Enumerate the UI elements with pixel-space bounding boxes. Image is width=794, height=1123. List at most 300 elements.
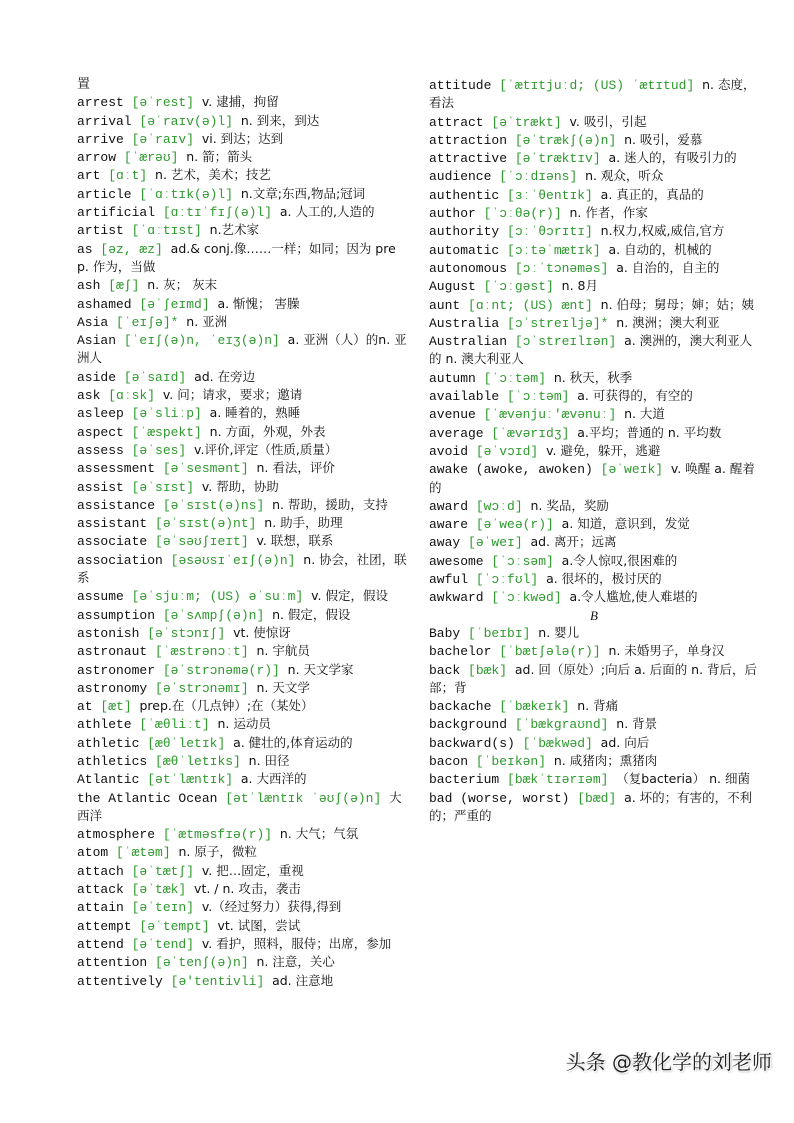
- entry-word: assessment: [77, 461, 156, 477]
- entry-word: attract: [429, 114, 484, 130]
- entry-definition: a. 迷人的，有吸引力的: [608, 150, 737, 166]
- entry-phonetic: [ɔːtəˈmætɪk]: [507, 242, 601, 258]
- entry-word: attempt: [77, 918, 132, 934]
- entry-word: astonish: [77, 625, 140, 641]
- entry-word: avenue: [429, 407, 476, 423]
- dictionary-entry: [429, 570, 759, 588]
- watermark: 头条 @教化学的刘老师: [565, 1050, 772, 1074]
- entry-definition: n. 假定，假设: [272, 606, 351, 622]
- entry-word: attach: [77, 863, 124, 879]
- entry-word: author: [429, 206, 476, 222]
- entry-word: ash: [77, 278, 101, 294]
- entry-word: award: [429, 498, 469, 514]
- dictionary-entry: [429, 588, 759, 606]
- entry-word: assistance: [77, 497, 156, 513]
- dictionary-entry: [429, 405, 759, 423]
- entry-phonetic: [ˈæθliːt]: [139, 717, 210, 733]
- entry-phonetic: [ˈæstrənɔːt]: [155, 644, 249, 660]
- entry-phonetic: [əˈsʌmpʃ(ə)n]: [162, 607, 265, 623]
- entry-phonetic: [ˈætməsfɪə(r)]: [162, 827, 273, 843]
- entry-word: attractive: [429, 151, 508, 167]
- entry-phonetic: [əˈraɪv(ə)l]: [139, 113, 234, 129]
- dictionary-entry: [77, 770, 407, 788]
- entry-definition: v. 唤醒 a. 醒着的: [429, 461, 755, 495]
- entry-word: bacterium: [429, 772, 500, 788]
- entry-definition: v. 看护，照料，服侍；出席，参加: [201, 935, 392, 951]
- entry-definition: a. 澳洲的，澳大利亚人的 n. 澳大利亚人: [429, 333, 753, 367]
- entry-word: Australian: [429, 334, 508, 350]
- entry-phonetic: [ˈɑːtɪst]: [131, 223, 202, 239]
- entry-definition: v. 联想，联系: [256, 533, 334, 549]
- entry-phonetic: [ˈætəm]: [116, 845, 171, 861]
- entry-definition: n.权力,权威,威信,官方: [600, 223, 725, 239]
- dictionary-entry: [77, 459, 407, 477]
- entry-word: artist: [77, 223, 124, 239]
- entry-phonetic: [əˈtæk]: [131, 882, 187, 898]
- entry-definition: n. 天文学: [256, 679, 310, 695]
- entry-word: athletic: [77, 735, 140, 751]
- entry-definition: vt. 试图，尝试: [217, 917, 301, 933]
- entry-definition: n. 协会，社团，联系: [77, 551, 407, 586]
- dictionary-entry: [77, 331, 407, 368]
- entry-word: bad (worse, worst): [429, 790, 570, 806]
- entry-word: automatic: [429, 242, 500, 258]
- dictionary-entry: [429, 387, 759, 405]
- entry-definition: ad. 在旁边: [194, 368, 256, 384]
- dictionary-entry: [429, 222, 759, 240]
- entry-definition: vi. 到达；达到: [201, 130, 284, 146]
- dictionary-entry: [77, 679, 407, 697]
- entry-definition: v. 帮助，协助: [201, 478, 279, 494]
- entry-word: back: [429, 662, 461, 678]
- right-column: [429, 76, 759, 825]
- entry-phonetic: [ətˈlæntɪk]: [147, 772, 234, 788]
- entry-phonetic: [əˈstrɔnəmɪ]: [155, 680, 249, 696]
- entry-definition: ad. 离开；远离: [530, 534, 617, 550]
- entry-phonetic: [əˈses]: [131, 442, 187, 458]
- entry-phonetic: [ˈɔːgəst]: [483, 279, 554, 295]
- dictionary-entry: [77, 112, 407, 130]
- entry-word: average: [429, 425, 484, 441]
- dictionary-entry: [77, 661, 407, 679]
- dictionary-entry: [77, 203, 407, 221]
- entry-definition: n. 原子，微粒: [178, 844, 257, 860]
- entry-definition: a. 惭愧； 害臊: [217, 295, 300, 311]
- entry-word: audience: [429, 169, 492, 185]
- entry-word: bacon: [429, 753, 469, 769]
- entry-phonetic: [ˈævənjuː'ævənuː]: [483, 407, 617, 423]
- entry-definition: n. 田径: [248, 752, 290, 768]
- entry-definition: vt. / n. 攻击，袭击: [194, 881, 301, 897]
- entry-phonetic: [æθˈletɪks]: [155, 753, 241, 769]
- entry-word: athlete: [77, 717, 132, 733]
- entry-definition: n. 艺术，美术；技艺: [155, 167, 271, 183]
- entry-definition: a. 真正的，真品的: [600, 186, 704, 202]
- entry-word: attention: [77, 955, 148, 971]
- entry-phonetic: [əˈtrækt]: [491, 114, 562, 130]
- dictionary-entry: [77, 825, 407, 843]
- entry-phonetic: [ˈbækeɪk]: [499, 699, 570, 715]
- dictionary-entry: [77, 478, 407, 496]
- dictionary-entry: [77, 532, 407, 550]
- entry-word: associate: [77, 534, 148, 550]
- entry-definition: n. 大气；气氛: [279, 826, 359, 842]
- entry-definition: n. 帮助，援助，支持: [272, 496, 388, 512]
- dictionary-entry: [77, 697, 407, 715]
- entry-phonetic: [əˈstrɔnəmə(r)]: [162, 662, 280, 678]
- entry-word: bachelor: [429, 644, 492, 660]
- dictionary-entry: [429, 332, 759, 369]
- entry-phonetic: [ˈbækgraʊnd]: [514, 717, 609, 733]
- entry-word: away: [429, 535, 461, 551]
- entry-definition: a. 睡着的，熟睡: [209, 405, 301, 421]
- entry-word: August: [429, 279, 476, 295]
- entry-phonetic: [ˈɔːsəm]: [491, 553, 554, 569]
- entry-word: backward(s): [429, 735, 515, 751]
- dictionary-entry: [429, 460, 759, 497]
- entry-definition: n. 背痛: [577, 698, 619, 714]
- entry-phonetic: [ɑːtɪˈfɪʃ(ə)l]: [162, 205, 273, 221]
- entry-word: Baby: [429, 625, 461, 641]
- entry-word: assistant: [77, 516, 148, 532]
- entry-definition: v. 避免，躲开，逃避: [546, 442, 661, 458]
- dictionary-entry: [77, 917, 407, 935]
- entry-definition: n.文章;东西,物品;冠词: [240, 185, 366, 201]
- entry-definition: v. 把…固定，重视: [201, 862, 304, 878]
- dictionary-entry: [429, 167, 759, 185]
- entry-phonetic: [ˈætɪtjuːd; (US) ˈætɪtud]: [499, 78, 695, 93]
- entry-definition: n. 奖品，奖励: [530, 497, 609, 513]
- entry-phonetic: [bæd]: [577, 790, 617, 806]
- entry-phonetic: [əˈweɪk]: [600, 462, 664, 478]
- dictionary-entry: [77, 624, 407, 642]
- entry-phonetic: [ɑːnt; (US) ænt]: [468, 297, 593, 313]
- dictionary-entry: [77, 972, 407, 990]
- dictionary-entry: [429, 497, 759, 515]
- entry-word: arrival: [77, 113, 132, 129]
- entry-word: aside: [77, 369, 117, 385]
- dictionary-entry: [429, 296, 759, 314]
- dictionary-entry: [77, 606, 407, 624]
- entry-word: athletics: [77, 753, 148, 769]
- entry-definition: v. 假定，假设: [311, 588, 388, 604]
- entry-phonetic: [ˈeɪʃ(ə)n, ˈeɪʒ(ə)n]: [123, 333, 280, 349]
- entry-phonetic: [əˈstɔnɪʃ]: [147, 625, 226, 641]
- entry-definition: a. 健壮的,体育运动的: [233, 734, 353, 750]
- dictionary-entry: [429, 789, 759, 826]
- entry-definition: n. 作者，作家: [569, 205, 648, 221]
- entry-phonetic: [ɔˈstreɪlɪən]: [514, 334, 617, 350]
- dictionary-entry: [429, 149, 759, 167]
- entry-definition: n. 秋天，秋季: [553, 369, 633, 385]
- entry-word: assume: [77, 589, 124, 605]
- entry-word: awkward: [429, 590, 484, 606]
- dictionary-entry: [429, 715, 759, 733]
- dictionary-entry: [429, 369, 759, 387]
- entry-word: awake (awoke, awoken): [429, 462, 593, 478]
- entry-word: authentic: [429, 187, 500, 203]
- entry-definition: n. 伯母；舅母；婶；姑；姨: [600, 296, 755, 312]
- entry-definition: n. 澳洲；澳大利亚: [616, 314, 720, 330]
- dictionary-entry: [77, 953, 407, 971]
- entry-word: astronomy: [77, 680, 148, 696]
- dictionary-entry: [77, 76, 407, 93]
- entry-definition: a. 坏的；有害的，不利的；严重的: [429, 789, 753, 823]
- entry-definition: n. 未婚男子，单身汉: [608, 643, 725, 659]
- entry-phonetic: [bækˈtɪərɪəm]: [507, 772, 609, 788]
- dictionary-entry: [77, 789, 407, 826]
- entry-definition: n. 宇航员: [256, 643, 310, 659]
- entry-phonetic: [ˈærəʊ]: [123, 150, 179, 166]
- dictionary-entry: [77, 148, 407, 166]
- dictionary-entry: [429, 752, 759, 770]
- entry-phonetic: [əˈsɪst(ə)ns]: [162, 497, 265, 513]
- entry-phonetic: [əˈtend]: [131, 936, 195, 952]
- dictionary-entry: [429, 770, 759, 788]
- entry-word: aware: [429, 517, 469, 533]
- entry-definition: n. 婴儿: [538, 624, 580, 640]
- entry-phonetic: [ˈbeɪkən]: [475, 753, 547, 769]
- entry-word: at: [77, 699, 93, 715]
- entry-word: association: [77, 552, 163, 568]
- dictionary-entry: [77, 404, 407, 422]
- dictionary-entry: [429, 113, 759, 131]
- entry-word: arrest: [77, 95, 124, 111]
- entry-phonetic: [əˈvɔɪd]: [475, 443, 539, 459]
- entry-definition: n. 助手，助理: [264, 515, 343, 531]
- entry-phonetic: [ɑːt]: [108, 168, 148, 184]
- entry-word: attentively: [77, 973, 163, 989]
- entry-phonetic: [ˈɔːθə(r)]: [483, 206, 562, 222]
- entry-definition: n. 吸引，爱慕: [624, 131, 703, 147]
- entry-phonetic: [əˈsjuːm; (US) əˈsuːm]: [131, 589, 304, 605]
- entry-word: attend: [77, 936, 124, 952]
- dictionary-entry: [429, 442, 759, 460]
- entry-phonetic: [ˈbætʃələ(r)]: [499, 644, 601, 660]
- dictionary-entry: [77, 514, 407, 532]
- entry-phonetic: [əˈsesmənt]: [162, 461, 249, 477]
- dictionary-entry: [429, 642, 759, 660]
- entry-word: attraction: [429, 132, 508, 148]
- entry-word: the Atlantic Ocean: [77, 790, 218, 806]
- entry-definition: n. 亚洲: [186, 313, 228, 329]
- entry-definition: a.令人尴尬,使人难堪的: [569, 589, 698, 605]
- entry-word: autumn: [429, 370, 476, 386]
- entry-phonetic: [ɔːˈθɔrɪtɪ]: [507, 224, 593, 240]
- dictionary-entry: [429, 76, 759, 113]
- entry-phonetic: [ətˈlæntɪk ˈəʊʃ(ə)n]: [225, 790, 382, 806]
- entry-definition: n. 运动员: [217, 716, 271, 732]
- entry-word: autonomous: [429, 260, 508, 276]
- entry-word: avoid: [429, 443, 469, 459]
- dictionary-entry: [429, 697, 759, 715]
- dictionary-entry: [77, 276, 407, 294]
- entry-definition: a. 知道，意识到，发觉: [561, 516, 690, 532]
- entry-phonetic: [ə'tentivli]: [170, 973, 265, 989]
- entry-word: Atlantic: [77, 772, 140, 788]
- dictionary-entry: [429, 204, 759, 222]
- entry-word: atmosphere: [77, 827, 156, 843]
- entry-phonetic: [ˈɔːfʊl]: [475, 572, 539, 588]
- entry-definition: v. 逮捕，拘留: [201, 94, 279, 110]
- entry-phonetic: [æt]: [100, 699, 132, 715]
- entry-phonetic: [ɔˈstreɪljə]*: [507, 315, 609, 331]
- dictionary-entry: [77, 130, 407, 148]
- entry-phonetic: [əˈtenʃ(ə)n]: [155, 955, 249, 971]
- entry-definition: v. 吸引，引起: [569, 113, 647, 129]
- entry-definition: a. 自治的，自主的: [616, 259, 720, 275]
- entry-definition: a.平均；普通的 n. 平均数: [577, 424, 722, 440]
- entry-definition: ad. 向后: [600, 734, 650, 750]
- entry-word: astronomer: [77, 662, 156, 678]
- entry-definition: n. 大道: [624, 406, 665, 422]
- entry-phonetic: [əˈsaɪd]: [123, 369, 187, 385]
- entry-word: awesome: [429, 553, 484, 569]
- entry-definition: n. 态度，看法: [429, 77, 756, 111]
- entry-word: atom: [77, 845, 109, 861]
- entry-word: arrive: [77, 131, 124, 147]
- entry-definition: v. 问；请求，要求；邀请: [162, 387, 303, 403]
- entry-phonetic: [əˈteɪn]: [131, 900, 195, 916]
- entry-definition: 大西洋: [77, 789, 402, 823]
- dictionary-entry: [77, 862, 407, 880]
- entry-word: ashamed: [77, 296, 132, 312]
- entry-phonetic: [əsəʊsɪˈeɪʃ(ə)n]: [170, 552, 296, 568]
- entry-phonetic: [ˈæspekt]: [131, 424, 202, 440]
- entry-definition: vt. 使惊讶: [233, 624, 291, 640]
- dictionary-entry: [77, 240, 407, 277]
- dictionary-entry: [429, 424, 759, 442]
- entry-phonetic: [əˈweɪ]: [468, 535, 523, 551]
- entry-phonetic: [əˈsliːp]: [131, 406, 202, 422]
- entry-definition: a. 大西洋的: [240, 771, 307, 787]
- entry-definition: （复bacteria） n. 细菌: [616, 771, 750, 787]
- dictionary-entry: [77, 898, 407, 916]
- entry-definition: n. 咸猪肉；熏猪肉: [553, 752, 658, 768]
- entry-phonetic: [əˈsɪst]: [131, 479, 195, 495]
- entry-definition: v.评价,评定（性质,质量）: [194, 441, 338, 457]
- entry-phonetic: [ˈbeɪbɪ]: [468, 625, 531, 641]
- entry-phonetic: [æʃ]: [108, 278, 140, 294]
- entry-phonetic: [əˈtempt]: [139, 918, 210, 934]
- entry-phonetic: [ˈbækwəd]: [522, 735, 593, 751]
- entry-definition: n. 天文学家: [287, 661, 354, 677]
- dictionary-entry: [77, 185, 407, 203]
- dictionary-entry: [77, 166, 407, 184]
- dictionary-entry: [77, 551, 407, 588]
- entry-word: attain: [77, 900, 124, 916]
- entry-phonetic: [æθˈletɪk]: [147, 735, 226, 751]
- entry-definition: n. 背景: [616, 716, 658, 732]
- entry-definition: v.（经过努力）获得,得到: [201, 899, 342, 915]
- entry-phonetic: [əˈsəʊʃɪeɪt]: [155, 534, 249, 550]
- entry-phonetic: [ˈɔːtəm]: [483, 370, 547, 386]
- dictionary-entry: [77, 295, 407, 313]
- entry-phonetic: [ˈɔːdɪəns]: [499, 169, 578, 185]
- entry-word: assist: [77, 479, 124, 495]
- entry-definition: n.艺术家: [209, 222, 260, 238]
- dictionary-entry: [429, 314, 759, 332]
- dictionary-entry: [77, 715, 407, 733]
- entry-word: astronaut: [77, 644, 148, 660]
- entry-phonetic: [ˈɔːkwəd]: [491, 590, 562, 606]
- dictionary-entry: [429, 734, 759, 752]
- entry-definition: n. 8月: [561, 278, 598, 294]
- dictionary-entry: [77, 752, 407, 770]
- dictionary-entry: [77, 935, 407, 953]
- dictionary-entry: [77, 93, 407, 111]
- entry-phonetic: [əz, æz]: [100, 241, 163, 257]
- entry-word: Asian: [77, 333, 117, 349]
- dictionary-entry: [77, 880, 407, 898]
- entry-word: asleep: [77, 406, 124, 422]
- entry-word: assumption: [77, 607, 156, 623]
- entry-word: Australia: [429, 315, 500, 331]
- dictionary-entry: [429, 277, 759, 295]
- entry-word: awful: [429, 572, 469, 588]
- dictionary-entry: [77, 423, 407, 441]
- dictionary-entry: [77, 496, 407, 514]
- dictionary-entry: [429, 241, 759, 259]
- left-column: [77, 76, 407, 990]
- entry-word: 置: [77, 77, 91, 92]
- entry-phonetic: [əˈweə(r)]: [475, 517, 554, 533]
- entry-phonetic: [ˈeɪʃə]*: [116, 314, 179, 330]
- entry-definition: prep.在（几点钟）;在（某处）: [139, 698, 314, 714]
- entry-phonetic: [əˈtrækʃ(ə)n]: [514, 132, 617, 148]
- dictionary-entry: [429, 552, 759, 570]
- entry-phonetic: [ɑːsk]: [108, 388, 156, 404]
- entry-word: as: [77, 241, 93, 257]
- dictionary-entry: [77, 843, 407, 861]
- entry-phonetic: [ˈɑːtɪk(ə)l]: [139, 186, 234, 202]
- dictionary-entry: [429, 624, 759, 642]
- entry-definition: n. 观众，听众: [585, 168, 664, 184]
- dictionary-entry: [77, 221, 407, 239]
- entry-definition: a. 自动的，机械的: [608, 241, 712, 257]
- entry-definition: n. 到来，到达: [240, 112, 320, 128]
- entry-word: background: [429, 717, 508, 733]
- dictionary-entry: [77, 587, 407, 605]
- entry-word: available: [429, 389, 500, 405]
- entry-word: ask: [77, 388, 101, 404]
- entry-definition: ad. 回（原处）;向后 a. 后面的 n. 背后，后部；背: [429, 661, 758, 695]
- entry-phonetic: [ɜːˈθentɪk]: [507, 187, 593, 203]
- entry-word: attitude: [429, 78, 492, 93]
- entry-phonetic: [ˈævərɪdʒ]: [491, 425, 570, 441]
- dictionary-entry: [429, 533, 759, 551]
- dictionary-entry: [77, 368, 407, 386]
- entry-phonetic: [wɔːd]: [475, 498, 523, 514]
- entry-definition: ad.& conj.像……一样；如同；因为 prep. 作为，当做: [77, 240, 396, 274]
- dictionary-entry: [429, 515, 759, 533]
- dictionary-entry: [429, 259, 759, 277]
- entry-phonetic: [əˈrest]: [131, 95, 195, 111]
- dictionary-entry: [77, 386, 407, 404]
- dictionary-entry: [77, 441, 407, 459]
- entry-definition: n. 注意，关心: [256, 954, 335, 970]
- entry-definition: a. 可获得的，有空的: [577, 388, 693, 404]
- entry-word: Asia: [77, 314, 109, 330]
- entry-definition: a. 很坏的，极讨厌的: [546, 571, 662, 587]
- entry-word: aunt: [429, 297, 461, 313]
- section-letter: B: [590, 607, 598, 623]
- entry-phonetic: [ɔːˈtɔnəməs]: [514, 260, 609, 276]
- entry-definition: n. 方面，外观，外表: [209, 423, 326, 439]
- entry-word: article: [77, 186, 132, 202]
- entry-definition: n. 看法，评价: [256, 460, 335, 476]
- entry-definition: a.令人惊叹,很困难的: [561, 552, 678, 568]
